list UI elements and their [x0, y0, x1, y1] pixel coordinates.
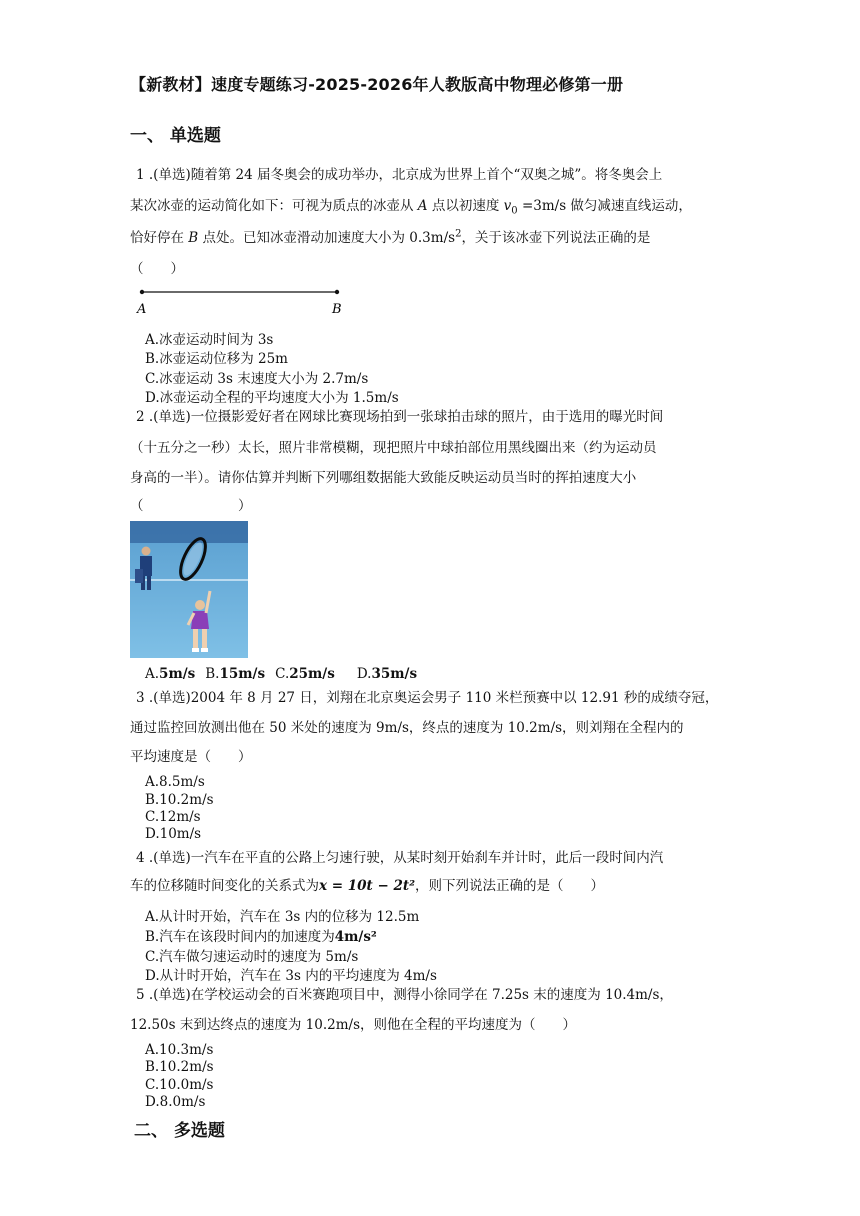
- q4-text: ，则下列说法正确的是（ ）: [415, 878, 605, 894]
- q2-option-a-value: 5m/s: [159, 666, 196, 682]
- q5-option-a: A.10.3m/s: [145, 1042, 214, 1058]
- section-heading-single-choice: 一、 单选题: [130, 126, 221, 146]
- point-a-label: A: [417, 198, 428, 214]
- q4-stem-line-2: [130, 874, 604, 894]
- q3-option-d: D.10m/s: [145, 826, 202, 842]
- q2-options-row: [145, 666, 417, 682]
- velocity-symbol: v: [503, 198, 512, 214]
- q1-text: =3m/s 做匀减速直线运动，: [517, 198, 692, 214]
- q3-stem-line-3: 平均速度是（ ）: [130, 749, 252, 765]
- q3-option-b: B.10.2m/s: [145, 792, 214, 808]
- q1-option-c: C.冰壶运动 3s 末速度大小为 2.7m/s: [145, 371, 369, 387]
- q2-stem-line-3: 身高的一半）。请你估算并判断下列哪组数据能大致能反映运动员当时的挥拍速度大小: [130, 470, 637, 486]
- q5-option-b: B.10.2m/s: [145, 1059, 214, 1075]
- q3-stem-line-1: 3 .(单选)2004 年 8 月 27 日，刘翔在北京奥运会男子 110 米栏预赛中以 12.91 秒的成绩夺冠，: [136, 690, 719, 706]
- q1-option-d: D.冰壶运动全程的平均速度大小为 1.5m/s: [145, 390, 399, 406]
- q2-option-c-value: 25m/s: [289, 666, 335, 682]
- displacement-formula: x = 10t − 2t²: [319, 878, 416, 894]
- q2-option-d-letter: D.: [356, 666, 372, 682]
- q1-text: 点处。已知冰壶滑动加速度大小为 0.3m/s: [198, 230, 456, 246]
- q2-stem-line-1: 2 .(单选)一位摄影爱好者在网球比赛现场拍到一张球拍击球的照片，由于选用的曝光时间: [136, 409, 664, 425]
- q5-option-d: D.8.0m/s: [145, 1094, 206, 1110]
- q2-option-b-letter: B.: [205, 666, 220, 682]
- point-b-label: B: [188, 230, 199, 246]
- document-title: 【新教材】速度专题练习-2025-2026年人教版高中物理必修第一册: [130, 75, 624, 94]
- diagram-label-b: B: [332, 302, 342, 317]
- q4-option-d: D.从计时开始，汽车在 3s 内的平均速度为 4m/s: [145, 968, 437, 984]
- q4-option-b-value: 4m/s²: [334, 929, 377, 945]
- q4-stem-line-1: 4 .(单选)一汽车在平直的公路上匀速行驶，从某时刻开始刹车并计时，此后一段时间内汽: [136, 850, 664, 866]
- accel-superscript: 2: [455, 228, 462, 240]
- q1-text: 某次冰壶的运动简化如下：可视为质点的冰壶从: [130, 198, 418, 214]
- q5-stem-line-1: 5 .(单选)在学校运动会的百米赛跑项目中，测得小徐同学在 7.25s 末的速度为 10.4m/s，: [136, 987, 673, 1003]
- q2-option-a-letter: A.: [145, 666, 160, 682]
- point-b-dot: [335, 290, 339, 294]
- q2-option-d-value: 35m/s: [371, 666, 418, 682]
- ab-line-diagram: [134, 284, 354, 318]
- q1-text: ，关于该冰壶下列说法正确的是: [461, 230, 651, 246]
- q3-stem-line-2: 通过监控回放测出他在 50 米处的速度为 9m/s，终点的速度为 10.2m/s，则刘翔在全程内的: [130, 720, 684, 736]
- q4-option-b: [145, 925, 377, 945]
- q1-stem-line-2: [130, 194, 692, 217]
- q4-text: 车的位移随时间变化的关系式为: [130, 878, 319, 894]
- velocity-subscript: 0: [511, 205, 518, 217]
- point-a-dot: [140, 290, 144, 294]
- q1-option-a: A.冰壶运动时间为 3s: [145, 332, 274, 348]
- q5-stem-line-2: 12.50s 末到达终点的速度为 10.2m/s，则他在全程的平均速度为（ ）: [130, 1017, 576, 1033]
- q4-option-c: C.汽车做匀速运动时的速度为 5m/s: [145, 949, 359, 965]
- q1-option-b: B.冰壶运动位移为 25m: [145, 351, 288, 367]
- q4-option-a: A.从计时开始，汽车在 3s 内的位移为 12.5m: [145, 909, 420, 925]
- q3-option-c: C.12m/s: [145, 809, 201, 825]
- q2-option-c-letter: C.: [275, 666, 290, 682]
- section-heading-multiple-choice: 二、 多选题: [134, 1121, 225, 1141]
- q4-option-b-text: B.汽车在该段时间内的加速度为: [145, 929, 335, 945]
- q1-text: 点以初速度: [427, 198, 504, 214]
- q1-stem-line-3: [130, 226, 650, 246]
- q1-answer-blank: （ ）: [130, 261, 184, 277]
- q5-option-c: C.10.0m/s: [145, 1077, 214, 1093]
- q2-stem-line-2: （十五分之一秒）太长，照片非常模糊，现把照片中球拍部位用黑线圈出来（约为运动员: [130, 440, 657, 456]
- q2-option-b-value: 15m/s: [219, 666, 266, 682]
- q2-answer-blank: （ ）: [130, 498, 252, 514]
- q1-stem-line-1: 1 .(单选)随着第 24 届冬奥会的成功举办，北京成为世界上首个“双奥之城”。将冬奥会上: [136, 167, 663, 183]
- tennis-player-photo: [130, 521, 248, 658]
- diagram-label-a: A: [137, 302, 147, 317]
- q1-text: 恰好停在: [130, 230, 189, 246]
- q3-option-a: A.8.5m/s: [145, 774, 205, 790]
